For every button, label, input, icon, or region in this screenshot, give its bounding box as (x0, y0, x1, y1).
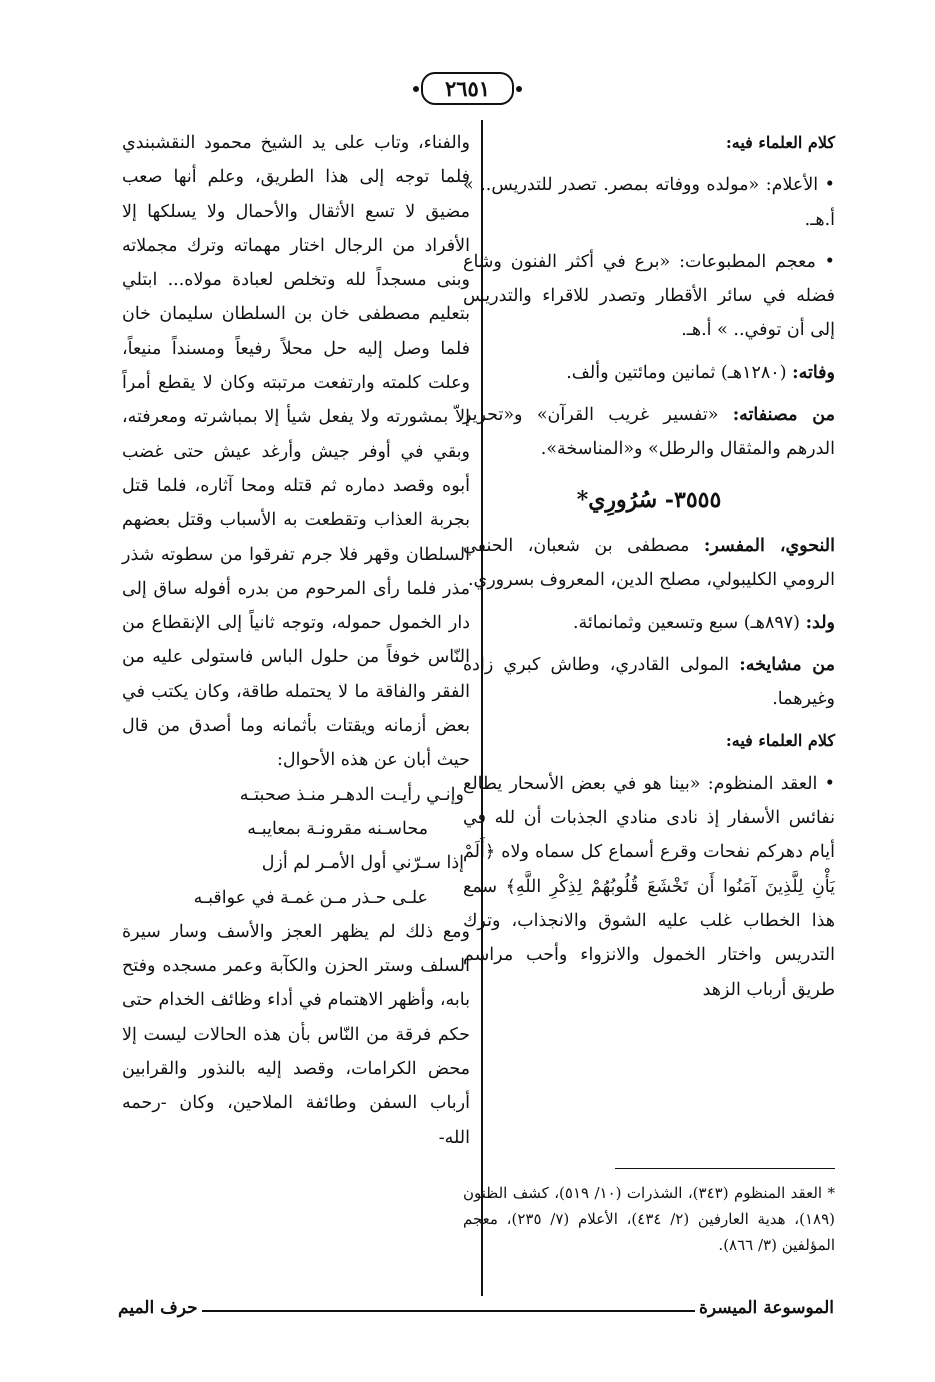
left-paragraph-1: والفناء، وتاب على يد الشيخ محمود النقشبندي فلما توجه إلى هذا الطريق، وعلم أنها صعب مضيق لا تسع الأثقال والأحمال ولا يسلكها إلا الأفراد من الرجال اختار مهماته وترك مجملاته وبنى مسجداً لله وتخلص لعبادة مولاه... ابتلي بتعليم مصطفى خان بن السلطان سليمان خان فلما وصل إليه حل محلاً رفيعاً ومسنداً منيعاً، وعلت كلمته وارتفعت مرتبته وكان لا يقطع أمراً إلاّ بمشورته ولا يفعل شيأ إلا بمباشرته ومعرفته، وبقي في أوفر جيش وأرغد عيش حتى غضب أبوه وقصد دماره ثم قتله ومحا آثاره، فلما قتل بجربة العذاب وتقطعت به الأسباب وقتل بعضهم السلطان وقهر فلا جرم تفرقوا من سطوته شذر مذر فلما رأى المرحوم من بدره أفوله ساق إلى دار الخمول حموله، وتوجه ثانياً إلى الإنقطاع من النّاس خوفاً من حلول الباس فاستولى عليه من الفقر والفاقة ما لا يحتمله طاقة، وكان يكتب في بعض أزمانه ويقتات بأثمانه وما أصدق من قال حيث أبان عن هذه الأحوال: (122, 133, 470, 771)
bio-label: النحوي، المفسر: (703, 535, 835, 556)
death-line (463, 356, 835, 390)
born-text: (٨٩٧هـ) سبع وتسعين وثمانمائة. (572, 612, 800, 633)
page-number-text: ٢٦٥١ (444, 76, 491, 101)
death-text: (١٢٨٠هـ) ثمانين ومائتين وألف. (566, 362, 787, 383)
entry-heading: ٣٥٥٥- سُرُورِي* (576, 486, 722, 513)
teachers-text: المولى القادري، وطاش كبري زاده وغيرهما. (463, 654, 835, 710)
verse-line-4: علـى حـذر مـن غمـة في عواقبـه (193, 887, 428, 908)
footnote-rule (615, 1168, 835, 1169)
bio-text: مصطفى بن شعبان، الحنفي الرومي الكليبولي، مصلح الدين، المعروف بسروري. (463, 535, 835, 591)
verse-line-2: محاسـنه مقرونـة بمعايبـه (247, 818, 428, 839)
verse-line-1: وإنـي رأيـت الدهـر منـذ صحبتـه (239, 784, 464, 805)
alam-entry: • الأعلام: «مولده ووفاته بمصر. تصدر للتدريس.. » أ.هـ. (463, 175, 835, 230)
teachers-line (463, 648, 835, 717)
page-footer (118, 1290, 834, 1318)
works-line (463, 398, 835, 467)
footer-rule (202, 1310, 695, 1312)
manzum-entry: • العقد المنظوم: «بينا هو في بعض الأسحار يطالع نفائس الأسفار إذ نادى منادي الجذبات أن لله في أيام دهركم نفحات وقرع أسماع كل سماه ولاه ﴿أَلَمْ يَأْنِ لِلَّذِينَ آمَنُوا أَن تَخْشَعَ قُلُوبُهُمْ لِذِكْرِ اللَّهِ﴾ سمع هذا الخطاب غلب عليه الشوق والانجذاب، وترك التدريس واختار الخمول والانزواء وأحب مراسم طريق أرباب الزهد (463, 773, 835, 1000)
works-label: من مصنفاته: (732, 405, 835, 426)
works-text: «تفسير غريب القرآن» و«تحرير الدرهم والمثقال والرطل» و«المناسخة». (463, 405, 835, 460)
matbuat-entry: • معجم المطبوعات: «برع في أكثر الفنون وشاع فضله في سائر الأقطار وتصدر للاقراء والتدريس إلى أن توفي.. » أ.هـ. (463, 251, 835, 341)
poem (122, 778, 470, 915)
teachers-label: من مشايخه: (739, 654, 835, 675)
born-line (463, 606, 835, 640)
left-column (122, 126, 470, 1155)
verse-line-3: إذا سـرّني أول الأمـر لم أزل (261, 853, 464, 874)
footnote: * العقد المنظوم (٣٤٣)، الشذرات (١٠/ ٥١٩)، كشف الظنون (١٨٩)، هدية العارفين (٢/ ٤٣٤)، الأعلام (٧/ ٢٣٥)، معجم المؤلفين (٣/ ٨٦٦). (463, 1184, 835, 1254)
right-column (463, 126, 835, 1007)
born-label: ولد: (805, 612, 835, 633)
opinions-heading: كلام العلماء فيه: (725, 133, 835, 152)
footer-section: حرف الميم (118, 1298, 198, 1318)
page-number (0, 72, 935, 105)
opinions-heading-2: كلام العلماء فيه: (725, 731, 835, 751)
footer-book-title: الموسوعة الميسرة (698, 1298, 834, 1318)
death-label: وفاته: (792, 362, 835, 383)
bio-line (463, 529, 835, 598)
left-paragraph-2: ومع ذلك لم يظهر العجز والأسف وسار سيرة السلف وستر الحزن والكآبة وعمر مسجده وفتح بابه، وأظهر الاهتمام في أداء وظائف الخدام حتى حكم فرقة من النّاس بأن هذه الحالات ليست إلا محض الكرامات، وقصد إليه بالنذور والقرابين أرباب السفن وطائفة الملاحين، وكان -رحمه الله- (122, 921, 470, 1148)
